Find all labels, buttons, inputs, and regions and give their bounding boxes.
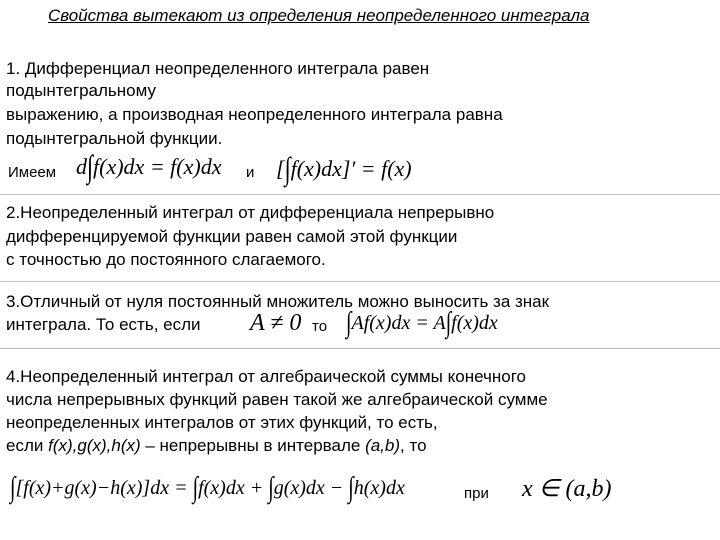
p4-line-1: 4.Неопределенный интеграл от алгебраической суммы конечного xyxy=(6,367,526,386)
separator-1 xyxy=(0,194,720,195)
p2-line-2: дифференцируемой функции равен самой этой функции xyxy=(6,227,458,246)
p4-line-4-funcs: f(x),g(x),h(x) xyxy=(48,436,141,455)
p4-line-4-middle: – непрерывны в интервале xyxy=(140,436,366,455)
p3-then-label: то xyxy=(312,318,328,335)
p1-formula-differential: d∫f(x)dx = f(x)dx xyxy=(76,148,222,185)
separator-2 xyxy=(0,281,720,282)
p1-formula-derivative: [∫f(x)dx]′ = f(x) xyxy=(276,150,412,187)
p4-at-label: при xyxy=(464,485,489,502)
p3-formula: ∫Af(x)dx = A∫f(x)dx xyxy=(346,307,498,339)
p4-line-4-prefix: если xyxy=(6,436,49,455)
p1-line-4: подынтегральной функции. xyxy=(6,129,223,148)
p3-condition: A ≠ 0 xyxy=(250,310,302,336)
integral-sign: ∫ xyxy=(346,307,352,339)
p4-formula: ∫[f(x)+g(x)−h(x)]dx = ∫f(x)dx + ∫g(x)dx − ∫h(x)dx xyxy=(10,472,405,504)
integral-sign: ∫ xyxy=(192,472,199,504)
p2-line-1: 2.Неопределенный интеграл от дифференциала непрерывно xyxy=(6,203,495,222)
slide-title: Свойства вытекают из определения неопределенного интеграла xyxy=(48,6,590,25)
p4-condition: x ∈ (a,b) xyxy=(522,476,612,502)
p1-line-2: подынтегральному xyxy=(6,81,156,100)
p2-line-3: с точностью до постоянного слагаемого. xyxy=(6,250,326,269)
integral-sign: ∫ xyxy=(348,472,354,504)
p1-and-label: и xyxy=(246,164,255,181)
p1-line-1: 1. Дифференциал неопределенного интеграла равен xyxy=(6,59,430,78)
integral-sign: ∫ xyxy=(87,148,94,185)
p1-line-3: выражению, а производная неопределенного интеграла равна xyxy=(6,105,503,124)
integral-sign: ∫ xyxy=(268,472,274,504)
integral-sign: ∫ xyxy=(445,307,452,339)
integral-sign: ∫ xyxy=(10,472,16,504)
separator-3 xyxy=(0,348,720,349)
p1-have-label: Имеем xyxy=(8,164,57,181)
p4-line-3: неопределенных интегралов от этих функций, то есть, xyxy=(6,413,438,432)
p4-line-4 xyxy=(6,435,427,457)
p3-line-2: интеграла. То есть, если xyxy=(6,315,201,334)
p4-line-4-suffix: , то xyxy=(400,436,427,455)
p3-line-1: 3.Отличный от нуля постоянный множитель можно выносить за знак xyxy=(6,292,550,311)
p4-line-4-interval: (a,b) xyxy=(365,436,401,455)
integral-sign: ∫ xyxy=(284,150,291,187)
p4-line-2: числа непрерывных функций равен такой же алгебраической сумме xyxy=(6,390,548,409)
